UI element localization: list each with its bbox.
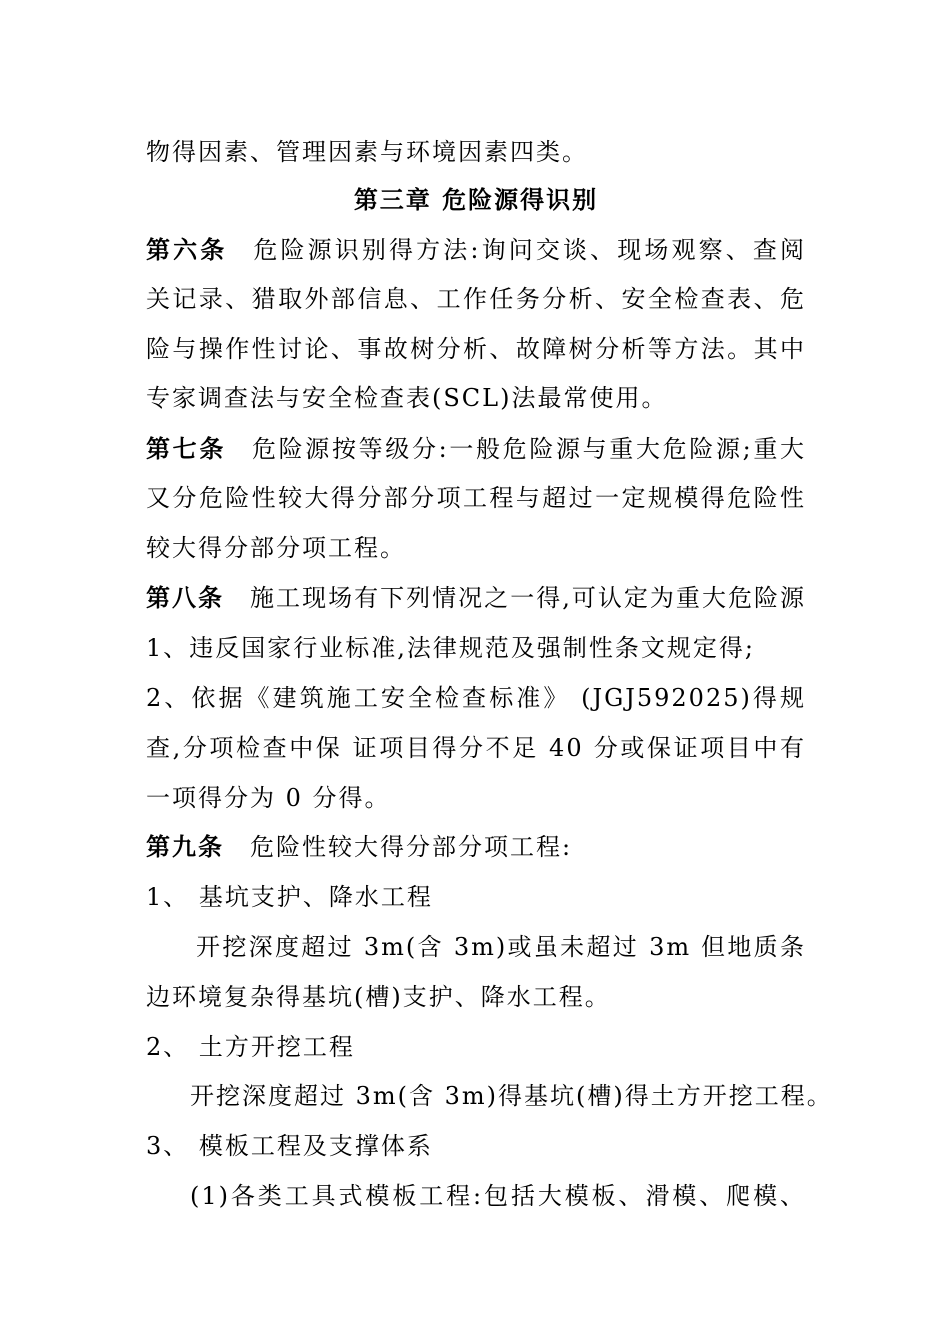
article6-label: 第六条 (146, 235, 228, 264)
article9-sub1-line2: 边环境复杂得基坑(槽)支护、降水工程。 (146, 983, 611, 1011)
article9-sub1-line1: 开挖深度超过 3m(含 3m)或虽未超过 3m 但地质条 (196, 933, 806, 961)
article7-line1 (146, 434, 806, 464)
article9-sub1-title: 1、 基坑支护、降水工程 (146, 883, 433, 911)
chapter-title: 第三章 危险源得识别 (353, 185, 599, 214)
article8-label: 第八条 (146, 583, 225, 612)
article6-line1 (146, 235, 806, 265)
article9-line1 (146, 832, 806, 862)
article7-label: 第七条 (146, 434, 226, 463)
article9-sub3-title: 3、 模板工程及支撑体系 (146, 1132, 433, 1160)
article8-item1: 1、违反国家行业标准,法律规范及强制性条文规定得; (146, 634, 755, 662)
article8-text1: 施工现场有下列情况之一得,可认定为重大危险源 (250, 584, 806, 612)
article9-label: 第九条 (146, 832, 224, 861)
article8-item2-line3: 一项得分为 0 分得。 (146, 784, 391, 812)
article8-item2-line1: 2、依据《建筑施工安全检查标准》 (JGJ592025)得规 (146, 684, 806, 712)
intro-tail-line: 物得因素、管理因素与环境因素四类。 (146, 138, 588, 166)
article6-line4: 专家调查法与安全检查表(SCL)法最常使用。 (146, 384, 668, 412)
article7-text1: 危险源按等级分:一般危险源与重大危险源;重大 (251, 435, 806, 463)
article9-sub2-line1: 开挖深度超过 3m(含 3m)得基坑(槽)得土方开挖工程。 (190, 1082, 833, 1110)
article7-line3: 较大得分部分项工程。 (146, 534, 406, 562)
article6-line3: 险与操作性讨论、事故树分析、故障树分析等方法。其中 (146, 335, 806, 363)
article7-line2: 又分危险性较大得分部分项工程与超过一定规模得危险性 (146, 484, 806, 512)
article9-sub3-line1: (1)各类工具式模板工程:包括大模板、滑模、爬模、 (190, 1182, 806, 1210)
article9-text1: 危险性较大得分部分项工程: (250, 833, 573, 861)
article6-line2: 关记录、猎取外部信息、工作任务分析、安全检查表、危 (146, 285, 806, 313)
article6-text1: 危险源识别得方法:询问交谈、现场观察、查阅 (253, 236, 806, 264)
article8-line1 (146, 583, 806, 613)
article8-item2-line2: 查,分项检查中保 证项目得分不足 40 分或保证项目中有 (146, 734, 806, 762)
article9-sub2-title: 2、 土方开挖工程 (146, 1033, 355, 1061)
